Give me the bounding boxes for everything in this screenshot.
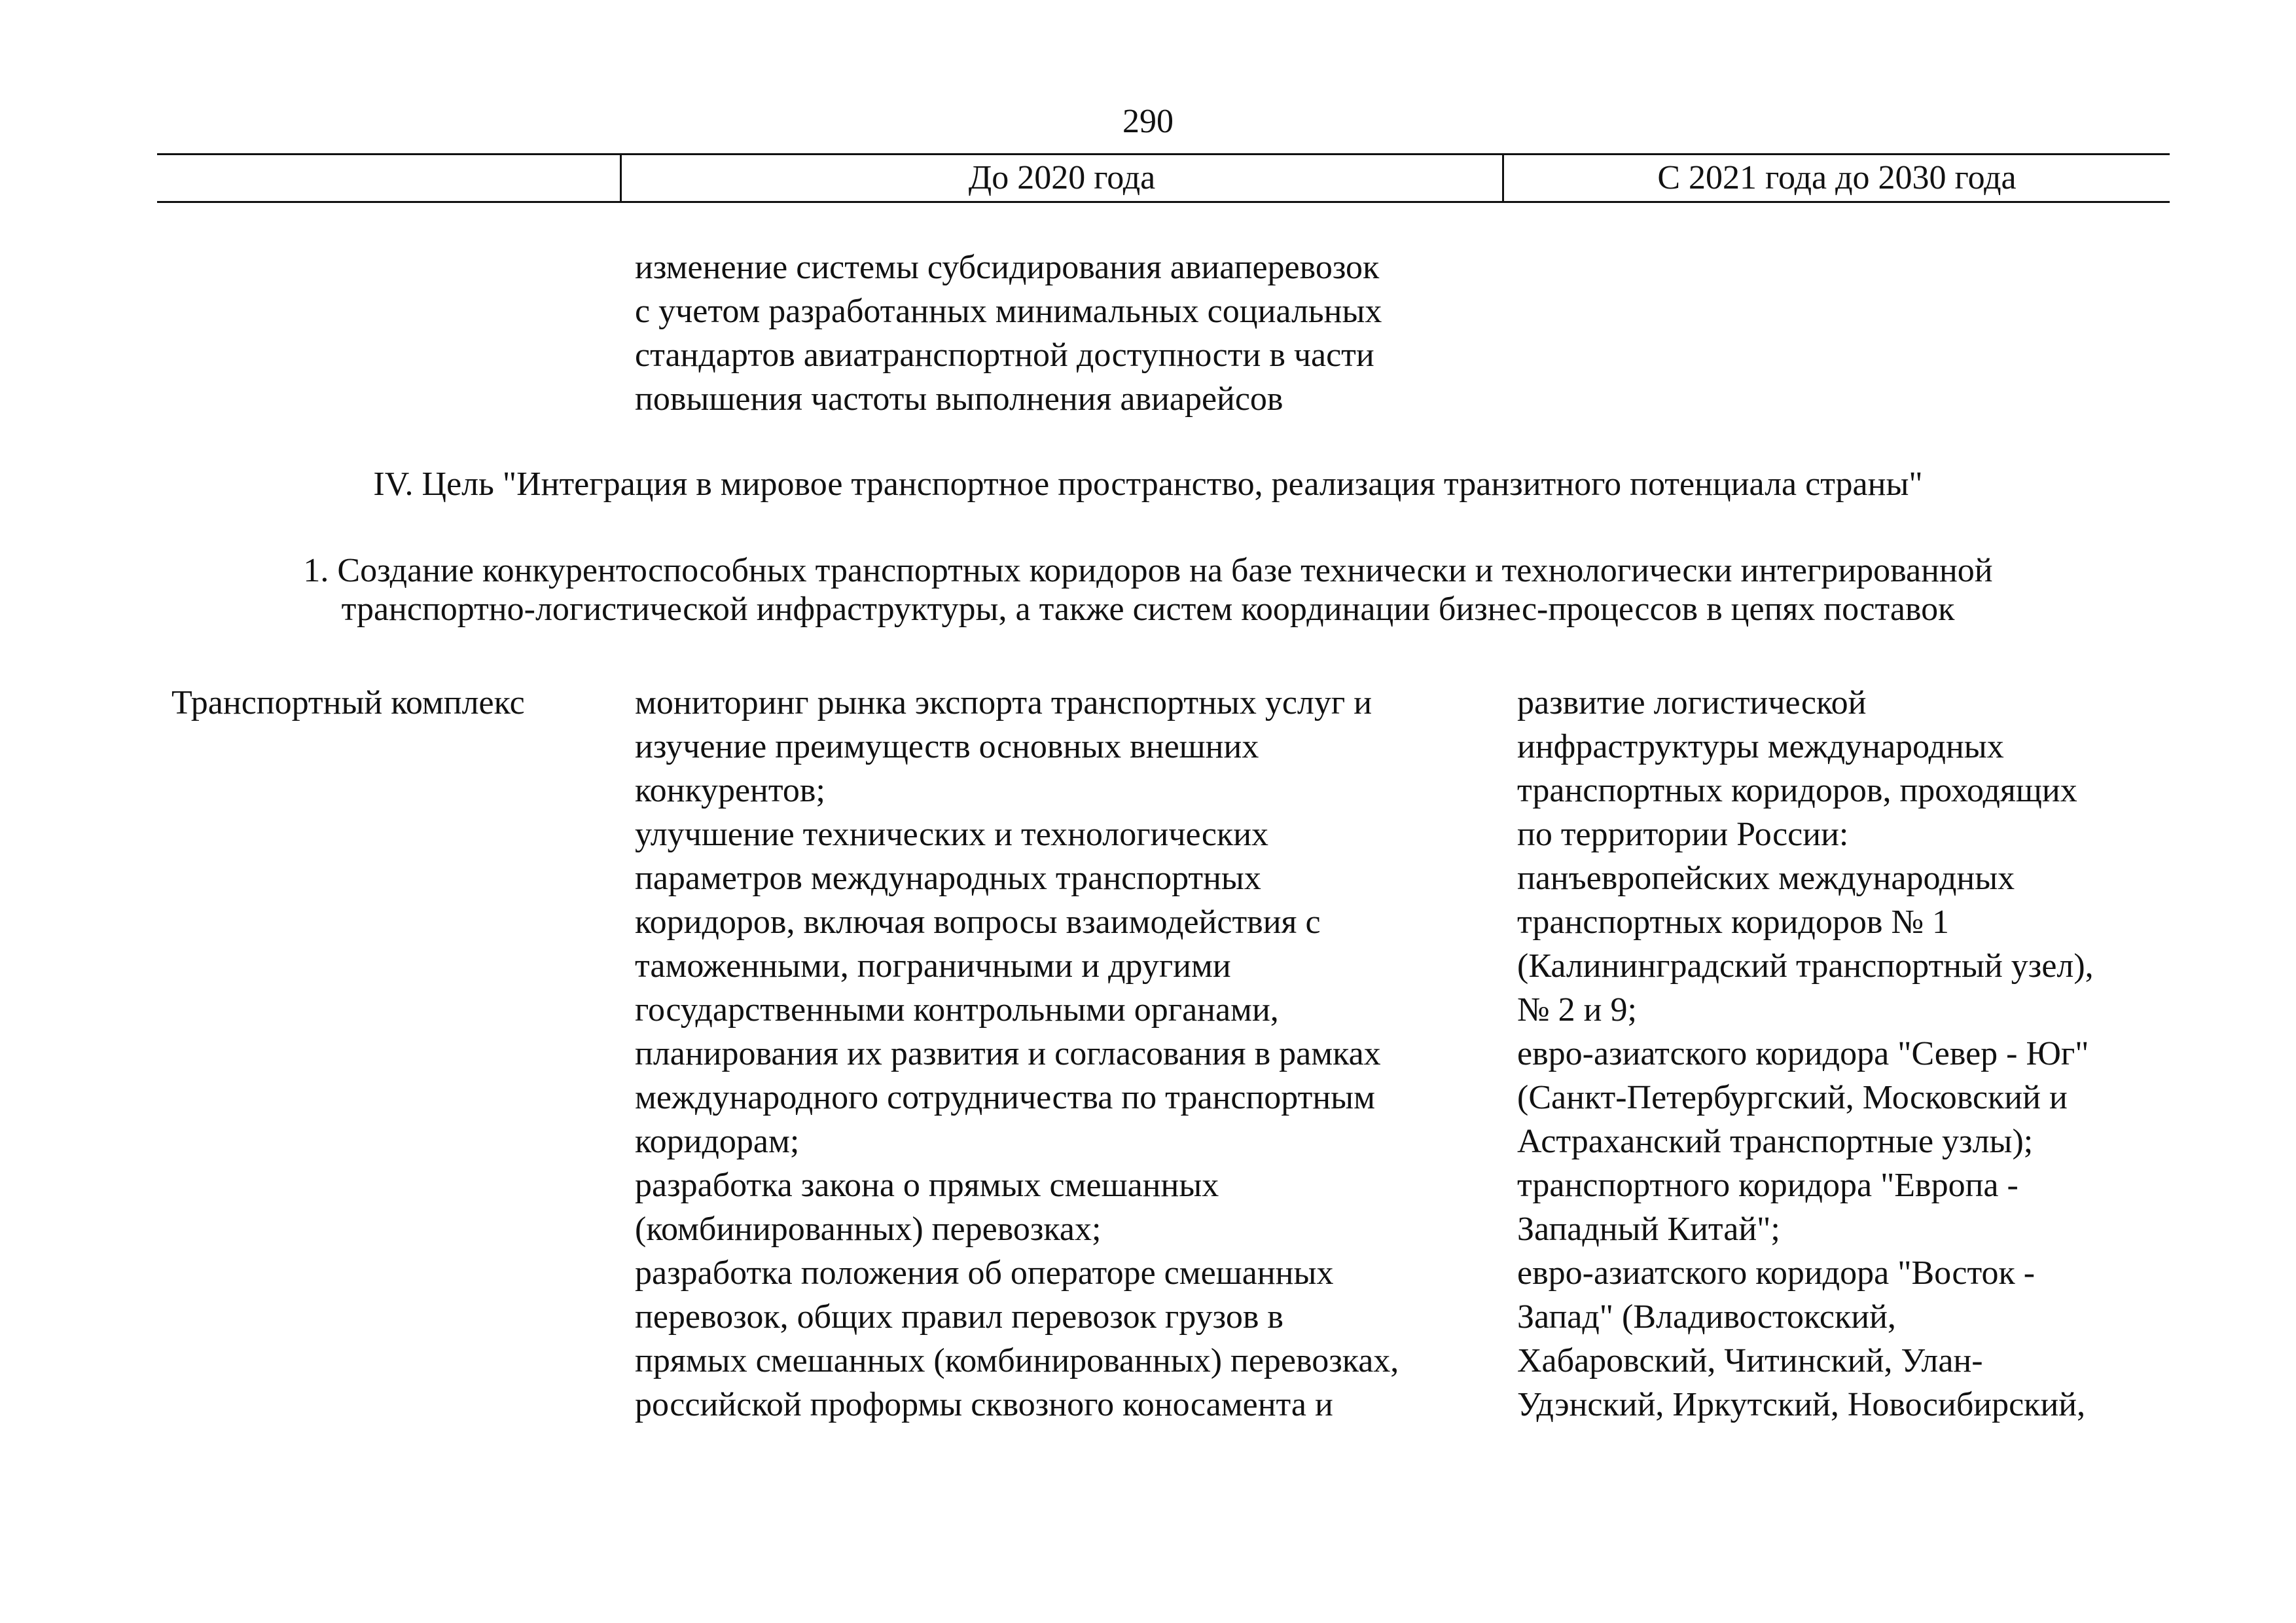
sector-cell	[171, 681, 525, 725]
page-number: 290	[1122, 103, 1174, 140]
measures-until-2020	[635, 681, 1399, 1427]
text-line: (Санкт-Петербургский, Московский и	[1517, 1079, 2068, 1116]
text-line: Удэнский, Иркутский, Новосибирский,	[1517, 1386, 2086, 1423]
text-line: повышения частоты выполнения авиарейсов	[635, 380, 1283, 418]
measures-2021-2030	[1517, 681, 2094, 1427]
text-line: параметров международных транспортных	[635, 860, 1261, 897]
text-line: по территории России:	[1517, 816, 1849, 853]
column-header-until-2020: До 2020 года	[968, 159, 1156, 196]
text-line: перевозок, общих правил перевозок грузов в	[635, 1298, 1283, 1336]
text-line: развитие логистической	[1517, 684, 1867, 721]
goal-heading	[0, 465, 2296, 503]
text-line: евро-азиатского коридора "Север - Юг"	[1517, 1035, 2089, 1072]
column-header-2021-2030: С 2021 года до 2030 года	[1657, 159, 2017, 196]
text-line: транспортных коридоров № 1	[1517, 903, 1950, 941]
text-line: мониторинг рынка экспорта транспортных услуг и	[635, 684, 1372, 721]
text-line: стандартов авиатранспортной доступности в части	[635, 337, 1374, 374]
sector-label: Транспортный комплекс	[171, 684, 525, 721]
text-line: улучшение технических и технологических	[635, 816, 1269, 853]
task-heading-line: 1. Создание конкурентоспособных транспортных коридоров на базе технически и технологически интегрированной	[303, 552, 1993, 589]
text-line: конкурентов;	[635, 772, 825, 809]
text-line: Астраханский транспортные узлы);	[1517, 1123, 2034, 1160]
task-heading	[0, 551, 2296, 629]
text-line: транспортных коридоров, проходящих	[1517, 772, 2077, 809]
top-measure-text	[635, 246, 1382, 421]
text-line: транспортного коридора "Европа -	[1517, 1167, 2018, 1204]
text-line: с учетом разработанных минимальных социальных	[635, 293, 1382, 330]
text-line: инфраструктуры международных	[1517, 728, 2004, 765]
text-line: изменение системы субсидирования авиаперевозок	[635, 249, 1380, 286]
goal-heading-text: IV. Цель "Интеграция в мировое транспортное пространство, реализация транзитного потенциала страны"	[373, 465, 1923, 503]
table-header	[157, 153, 2170, 203]
text-line: Запад" (Владивостокский,	[1517, 1298, 1896, 1336]
text-line: прямых смешанных (комбинированных) перевозках,	[635, 1342, 1399, 1379]
text-line: государственными контрольными органами,	[635, 991, 1279, 1029]
text-line: коридоров, включая вопросы взаимодействия с	[635, 903, 1321, 941]
text-line: Западный Китай";	[1517, 1211, 1780, 1248]
task-heading-line: транспортно-логистической инфраструктуры, а также систем координации бизнес-процессов в цепях поставок	[341, 591, 1955, 628]
text-line: изучение преимуществ основных внешних	[635, 728, 1259, 765]
text-line: (комбинированных) перевозках;	[635, 1211, 1102, 1248]
text-line: Хабаровский, Читинский, Улан-	[1517, 1342, 1983, 1379]
text-line: евро-азиатского коридора "Восток -	[1517, 1254, 2036, 1292]
text-line: таможенными, пограничными и другими	[635, 947, 1231, 985]
text-line: (Калининградский транспортный узел),	[1517, 947, 2094, 985]
text-line: международного сотрудничества по транспортным	[635, 1079, 1375, 1116]
text-line: коридорам;	[635, 1123, 800, 1160]
text-line: панъевропейских международных	[1517, 860, 2015, 897]
text-line: планирования их развития и согласования в рамках	[635, 1035, 1381, 1072]
text-line: № 2 и 9;	[1517, 991, 1637, 1029]
text-line: разработка закона о прямых смешанных	[635, 1167, 1219, 1204]
text-line: российской проформы сквозного коносамента и	[635, 1386, 1333, 1423]
text-line: разработка положения об операторе смешанных	[635, 1254, 1334, 1292]
